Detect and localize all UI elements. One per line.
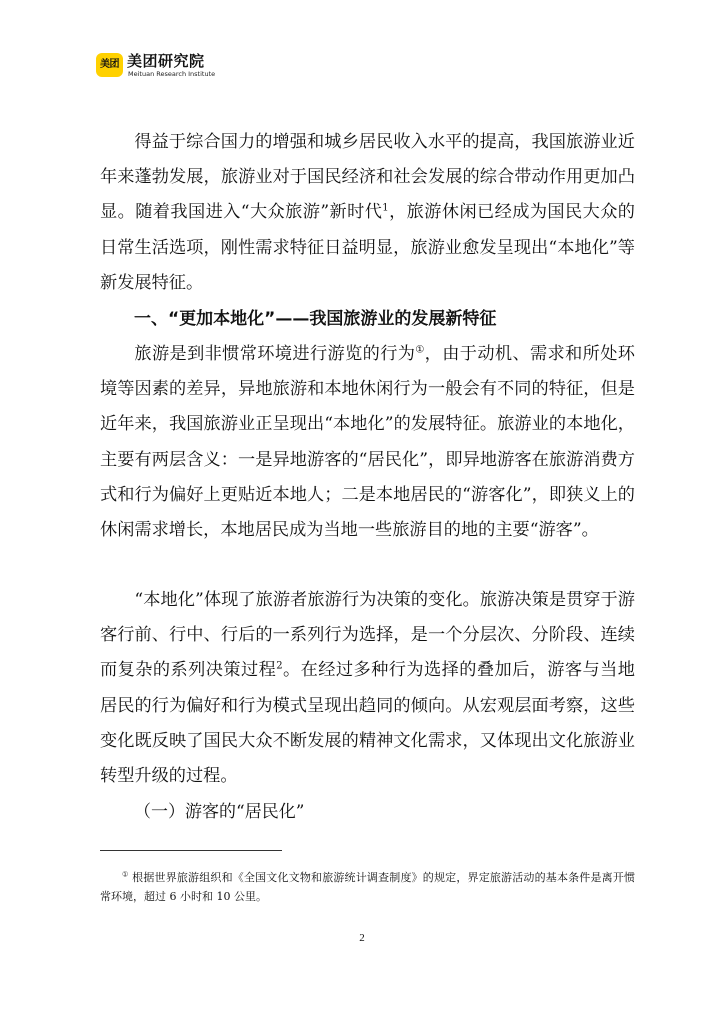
paragraph-definition-text: ，由于动机、需求和所处环境等因素的差异，异地旅游和本地休闲行为一般会有不同的特征，但是近年来，我国旅游业正呈现出“本地化”的发展特征。旅游业的本地化，主要有两层含义：一是异地游客的“居民化”，即异地游客在旅游消费方式和行为偏好上更贴近本地人；二是本地居民的“游客化”，即狭义上的休闲需求增长，本地居民成为当地一些旅游目的地的主要“游客”。	[100, 344, 635, 541]
paragraph-localization-text: 。在经过多种行为选择的叠加后，游客与当地居民的行为偏好和行为模式呈现出趋同的倾向。从宏观层面考察，这些变化既反映了国民大众不断发展的精神文化需求，又体现出文化旅游业转型升级的过程。	[100, 660, 635, 787]
paragraph-intro-tail: ，旅游休闲已经成为国民大众的日常生活选项，刚性需求特征日益明显，旅游业愈发呈现出“本地化”等新发展特征。	[100, 202, 635, 293]
footnote-ref-1: 1	[382, 202, 389, 214]
page-number: 2	[359, 932, 365, 944]
footnote-ref-circle: ①	[415, 344, 425, 356]
logo-title: 美团研究院	[127, 52, 205, 70]
paragraph-localization-lead: “本地化”体现了旅游者旅游行为决策的变化。旅游决策是贯穿于游客行前、行中、行后的一系列行为选择，是一个分层次、分阶段、连续而复杂的系列决策过程	[100, 590, 635, 681]
paragraph-definition	[100, 337, 635, 548]
footnote-marker: ①	[122, 870, 129, 879]
section-heading: 一、“更加本地化”——我国旅游业的发展新特征	[134, 309, 497, 329]
paragraph-intro	[100, 125, 635, 301]
meituan-logo-icon: 美团	[96, 53, 123, 77]
paragraph-localization	[100, 583, 635, 794]
footnote	[100, 868, 635, 906]
paragraph-intro-text: 得益于综合国力的增强和城乡居民收入水平的提高，我国旅游业近年来蓬勃发展，旅游业对于国民经济和社会发展的综合带动作用更加凸显。随着我国进入“大众旅游”新时代	[100, 132, 635, 223]
footnote-text: 根据世界旅游组织和《全国文化文物和旅游统计调查制度》的规定，界定旅游活动的基本条件是离开惯常环境，超过 6 小时和 10 公里。	[100, 871, 636, 903]
footnote-ref-2: 2	[276, 660, 283, 672]
subsection-heading: （一）游客的“居民化”	[134, 802, 305, 822]
logo-subtitle: Meituan Research Institute	[128, 70, 216, 78]
footnote-divider	[100, 850, 282, 851]
paragraph-definition-lead: 旅游是到非惯常环境进行游览的行为	[134, 344, 416, 364]
